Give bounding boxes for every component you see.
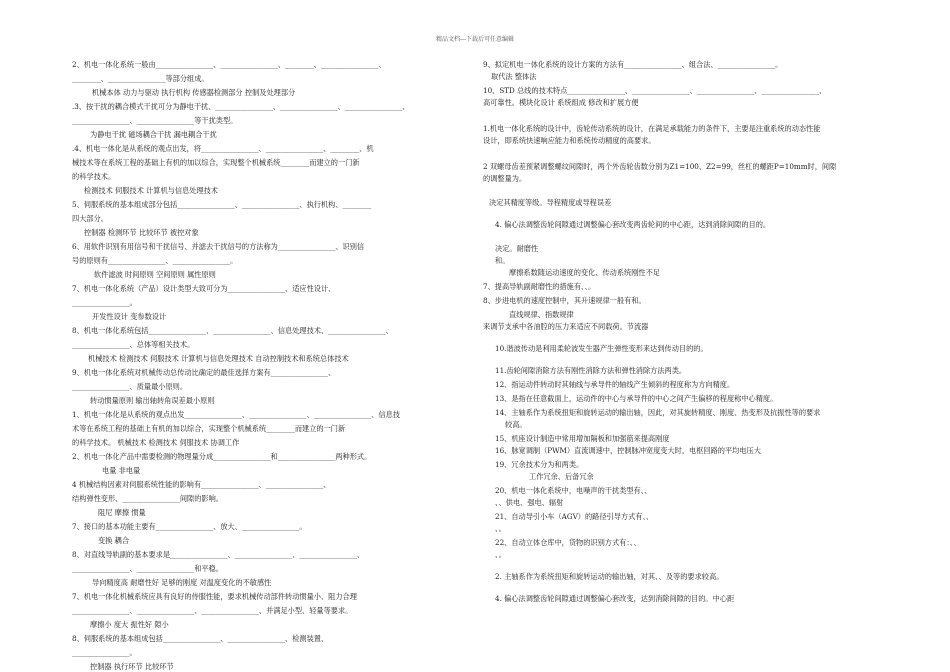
left-line: 开发性设计 变参数设计 [92,312,167,321]
left-line: 7、机电一体化机械系统应具有良好的侍服性能，要求机械传动部件转动惯量小、阻力合理 [72,592,357,601]
right-line: 工作冗余、后备冗余 [529,472,594,481]
right-line: 10、STD 总线的技术特点________________、________________、________________、________________、 [483,86,827,95]
left-line: 2、机电一体化产品中需要检测的物理量分成________________和________________两种形式。 [72,452,372,461]
right-line: 16、脉宽调制（PWM）直流调速中，控制脉冲宽度变大时，电枢回路的平均电压大 [495,446,761,455]
right-line: 来调节支承中各油腔的压力来适应不同载荷。节流器 [483,322,649,331]
left-line: ________________、质量最小原则。 [72,382,188,391]
right-line: 7、提高导轨副耐磨性的措施有、、。 [483,282,596,291]
right-line: 8、步进电机的速度控制中，其升速规律一般有和。 [483,296,646,305]
left-line: 机械本体 动力与驱动 执行机构 传感器检测部分 控制及处理部分 [92,88,296,97]
right-line: 高可靠性。模块化设计 系统组成 修改和扩展方便 [483,98,639,107]
left-line: 电量 非电量 [102,466,141,475]
left-line: 8、机电一体化系统包括________________、________________、信息处理技术、________________、 [72,326,393,335]
right-line: 摩擦系数随运动速度的变化、传动系统刚性不足 [509,268,660,277]
left-line: ________、________________等部分组成。 [72,74,209,83]
left-line: ________________、总体等相关技术。 [72,340,195,349]
right-line: 、。 [495,524,506,533]
right-line: 19、冗余技术分为和两类。 [495,460,584,469]
right-line: 14、主轴系作为系统扭矩和旋转运动的输出轴，因此，对其旋转精度、刚度、热变形及抗振性等的要求 [495,408,821,417]
left-line: 四大部分。 [72,214,108,223]
left-line: 5、伺服系统的基本组成部分包括________________、________________、执行机构、________ [72,200,372,209]
left-line: ________________、________________、________________、并满足小型、轻量等要求。 [72,606,353,615]
left-line: ________________。 [72,648,137,657]
left-line: 为静电干扰 磁场耦合干扰 漏电耦合干扰 [90,130,217,139]
right-line: 和。 [495,256,510,265]
left-line: 4 机械结构因素对伺服系统性能的影响有________________、________________、 [72,480,331,489]
right-line: 决定。耐磨性 [495,244,539,253]
left-line: 术等在系统工程的基础上有机的加以综合，实现整个机械系统________而建立的一门新 [72,424,346,433]
right-line: 22、自动立体仓库中，货物的识别方式有：、、 [495,538,641,547]
right-line: 21、自动导引小车（AGV）的路径引导方式有、、 [495,512,654,521]
right-line: 1.机电一体化系统的设计中，齿轮传动系统的设计，在满足承载能力的条件下，主要是注重系统的动态性能 [483,124,821,133]
left-line: 控制器 检测环节 比较环节 被控对象 [84,228,199,237]
left-line: .3、按干扰的耦合模式干扰可分为静电干扰、________________、________________、________________、 [72,102,410,111]
page-header: 精品文档---下载后可任意编辑 [435,36,515,43]
right-line: 4. 偏心法调整齿轮间隙通过调整偏心套改变两齿轮间的中心距，达到消除间隙的目的。 [495,220,771,229]
right-line: 9、拟定机电一体化系统的设计方案的方法有________________、组合法、________________。 [483,60,783,69]
right-line: 20、机电一体化系统中，电噪声的干扰类型有、、 [495,486,652,495]
left-line: ________________、________________等干扰类型。 [72,116,238,125]
left-line: 7、机电一体化系统（产品）设计类型大致可分为________________、适应性设计、 [72,284,336,293]
left-line: 结构弹性变形、________________间隙的影响。 [72,494,223,503]
left-line: .4、机电一体化是从系统的观点出发，将________________、________________、________、机 [72,144,374,153]
left-line: 摩擦小 度大 振性好 隙小 [90,620,169,629]
right-line: 15、机座设计制造中常用增加隔板和加强筋来提高刚度 [495,434,670,443]
left-line: 阻尼 摩擦 惯量 [98,508,146,517]
left-line: 导向精度高 耐磨性好 足够的刚度 对温度变化的不敏感性 [92,578,272,587]
left-line: 控制器 执行环节 比较环节 [90,662,174,671]
left-line: 的科学技术。 机械技术 检测技术 伺服技术 协调工作 [72,438,240,447]
right-line: 2. 主轴系作为系统扭矩和旋转运动的输出轴，对其、、及等的要求较高。 [495,572,724,581]
right-line: 取代法 整体法 [491,72,537,81]
left-line: 7、接口的基本功能主要有________________、放大、________________。 [72,522,307,531]
right-line: 较高。 [505,420,527,429]
right-line: 13、是指在任意截面上，运动件的中心与承导件的中心之间产生偏移的程度称中心精度。 [495,394,778,403]
right-line: 、、供电、强电、辐射 [495,498,564,507]
left-line: 转动惯量原则 输出轴转角误差最小原则 [90,396,215,405]
left-line: 械技术等在系统工程的基础上有机的加以综合，实现整个机械系统________而建立的一门新 [72,158,360,167]
left-line: 9、机电一体化系统对机械传动总传动比确定的最佳选择方案有________________、 [72,368,336,377]
right-line: 11.齿轮间隙消除方法有刚性消除方法和弹性消除方法两类。 [495,366,687,375]
left-line: 8、伺服系统的基本组成包括________________、________________、检测装置、 [72,634,329,643]
right-line: 直线规律、指数规律 [509,310,574,319]
left-line: 1、机电一体化是从系统的观点出发________________、________________、________________、信息技 [72,410,401,419]
left-line: 变换 耦合 [98,536,130,545]
right-line: 决定其精度等级。导程精度或导程误差 [489,198,612,207]
right-line: 10.谐波传动是利用柔轮波发生器产生弹性变形来达到传动目的的。 [495,344,708,353]
left-line: 2、机电一体化系统一般由________________、________________、________、________________、 [72,60,386,69]
left-line: 的科学技术。 [72,172,116,181]
left-line: 软件滤波 时间原则 空间原则 属性原则 [94,270,216,279]
right-line: 、。 [495,550,506,559]
right-line: 12、指运动件转动时其轴线与承导件的轴线产生倾斜的程度称为方向精度。 [495,380,735,389]
left-line: 8、对直线导轨副的基本要求是________________、________________、________________、 [72,550,365,559]
left-line: 6、用软件识别有用信号和干扰信号、并滤去干扰信号的方法称为________________、识别信 [72,242,365,251]
left-line: ________________、________________和平稳。 [72,564,223,573]
left-line: 检测技术 伺服技术 计算机与信息处理技术 [84,186,218,195]
right-line: 设计，即系统快速响应能力和系统传动精度的高要求。 [483,136,656,145]
left-line: ________________。 [72,298,137,307]
left-line: 机械技术 检测技术 伺服技术 计算机与信息处理技术 自动控制技术和系统总体技术 [88,354,349,363]
right-line: 的调整量为。 [483,174,527,183]
left-line: 号的原则有________________、________________。 [72,256,238,265]
right-line: 2 双螺母齿差预紧调整螺纹间隙时，两个外齿轮齿数分别为Z1=100、Z2=99，丝杠的螺距P=10mm时，间隙 [483,162,837,171]
right-line: 4. 偏心法调整齿轮间隙通过调整偏心套改变，达到消除间隙的目的。中心距 [495,594,735,603]
